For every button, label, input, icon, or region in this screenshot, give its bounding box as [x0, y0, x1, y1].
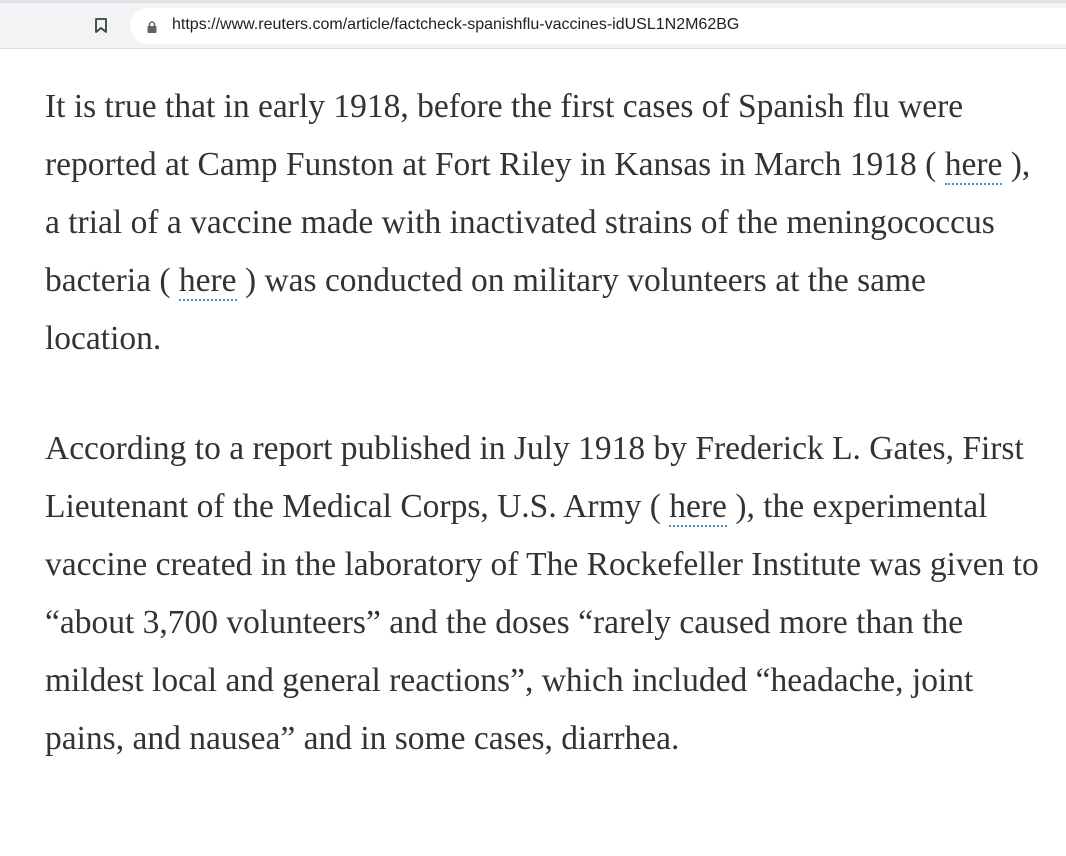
paragraph-text: According to a report published in July 1918 by Frederick L. Gates, First Lieutenant of the Medical Corps, U.S. Army ( — [45, 430, 1024, 525]
paragraph-1 — [45, 78, 1045, 368]
bookmark-icon[interactable] — [92, 16, 110, 34]
source-link[interactable]: here — [178, 262, 237, 299]
article-body — [45, 78, 1045, 820]
paragraph-text: ), the experimental vaccine created in the laboratory of The Rockefeller Institute was given to “about 3,700 volunteers” and the doses “rarely caused more than the mildest local and general reactions”, which included “headache, joint pains, and nausea” and in some cases, diarrhea. — [45, 488, 1039, 757]
url-text[interactable]: https://www.reuters.com/article/factcheck-spanishflu-vaccines-idUSL1N2M62BG — [172, 16, 740, 33]
paragraph-2 — [45, 420, 1045, 768]
paragraph-text: It is true that in early 1918, before the first cases of Spanish flu were reported at Camp Funston at Fort Riley in Kansas in March 1918 ( — [45, 88, 964, 183]
source-link[interactable]: here — [669, 488, 727, 525]
source-link[interactable]: here — [944, 146, 1003, 183]
address-bar[interactable] — [130, 8, 1066, 44]
paragraph-text: ), a trial of a vaccine made with inactivated strains of the meningococcus bacteria ( — [45, 146, 1031, 299]
lock-icon[interactable] — [146, 20, 158, 32]
paragraph-text: ) was conducted on military volunteers at the same location. — [45, 262, 926, 357]
tab-strip — [0, 0, 1066, 3]
browser-toolbar — [0, 0, 1066, 49]
